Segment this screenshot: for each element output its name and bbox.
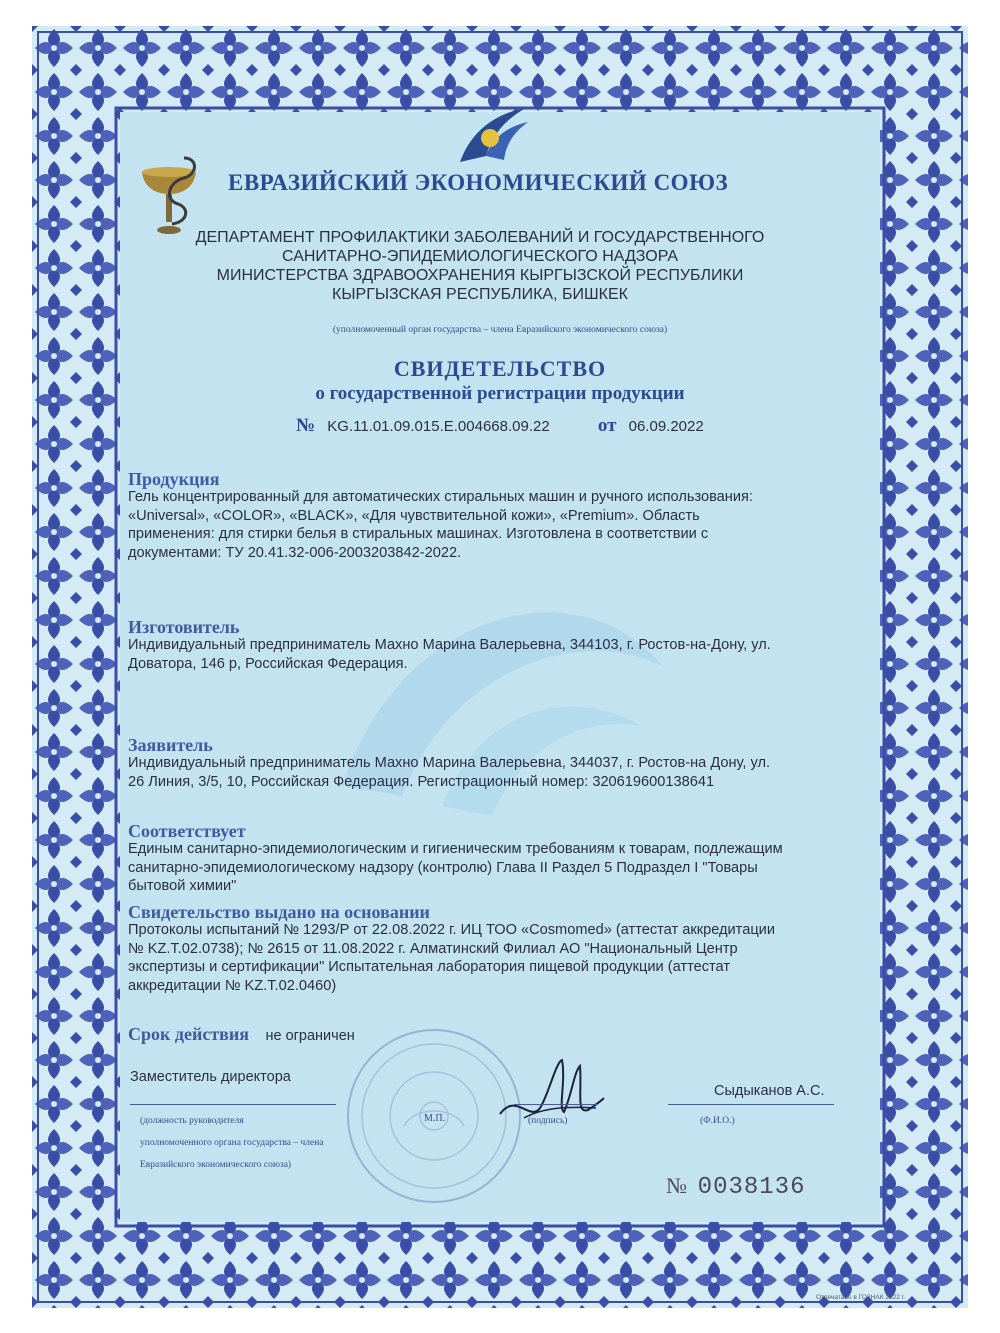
certificate-date: 06.09.2022 xyxy=(628,418,704,435)
section-title: Свидетельство выдано на основании xyxy=(128,902,430,922)
note-line: (должность руководителя xyxy=(140,1116,244,1126)
text-line: Индивидуальный предприниматель Махно Марина Валерьевна, 344103, г. Ростов-на-Дону, ул. xyxy=(128,637,771,653)
signature-underline xyxy=(514,1104,598,1105)
position-note xyxy=(140,1110,324,1176)
note-line: Евразийского экономического союза) xyxy=(140,1160,292,1170)
union-title: ЕВРАЗИЙСКИЙ ЭКОНОМИЧЕСКИЙ СОЮЗ xyxy=(228,170,729,195)
authority-block xyxy=(160,228,800,304)
section-title: Продукция xyxy=(128,469,220,489)
certificate-title: СВИДЕТЕЛЬСТВО xyxy=(393,356,607,381)
section-text xyxy=(128,921,848,995)
section-title: Заявитель xyxy=(128,735,213,755)
text-line: применения: для стирки белья в стиральных машинах. Изготовлена в соответствии с xyxy=(128,526,709,543)
section-title: Соответствует xyxy=(128,821,246,841)
section-text xyxy=(128,636,848,673)
signer-name: Сыдыканов А.С. xyxy=(714,1083,825,1099)
section-text xyxy=(128,840,848,896)
validity-row xyxy=(128,1024,355,1045)
eaeu-emblem xyxy=(452,104,532,166)
watermark-logo xyxy=(282,546,702,846)
text-line: Единым санитарно-эпидемиологическим и гигиеническим требованиям к товарам, подлежащим xyxy=(128,841,783,857)
printer-note: Отпечатано в ГОЗНАК 2022 г. xyxy=(816,1294,906,1301)
section-product xyxy=(128,470,848,562)
text-line: «Universal», «COLOR», «BLACK», «Для чувствительной кожи», «Premium». Область xyxy=(128,507,700,524)
serial-value: 0038136 xyxy=(697,1174,806,1201)
section-applicant xyxy=(128,736,848,791)
validity-label: Срок действия xyxy=(128,1024,250,1044)
validity-value: не ограничен xyxy=(265,1028,355,1044)
text-line: Доватора, 146 р, Российская Федерация. xyxy=(128,655,408,672)
text-line: Протоколы испытаний № 1293/Р от 22.08.2022 г. ИЦ ТОО «Cosmomed» (аттестат аккредитации xyxy=(128,922,775,938)
number-label: № xyxy=(296,415,316,436)
section-title: Изготовитель xyxy=(128,617,240,637)
section-complies xyxy=(128,822,848,896)
certificate-subtitle: о государственной регистрации продукции xyxy=(315,383,685,404)
stamp-place-mark: М.П. xyxy=(424,1113,446,1124)
authority-line: КЫРГЫЗСКАЯ РЕСПУБЛИКА, БИШКЕК xyxy=(332,286,628,303)
section-text xyxy=(128,488,848,562)
text-line: Гель концентрированный для автоматических стиральных машин и ручного использования: xyxy=(128,489,753,505)
section-manufacturer xyxy=(128,618,848,673)
certificate-number-row xyxy=(296,415,704,437)
name-note: (Ф.И.О.) xyxy=(700,1116,735,1126)
serial-symbol: № xyxy=(666,1173,687,1198)
text-line: 26 Линия, 3/5, 10, Российская Федерация. Регистрационный номер: 320619600138641 xyxy=(128,773,715,790)
position-underline xyxy=(130,1104,336,1105)
signer-position: Заместитель директора xyxy=(130,1069,291,1085)
authority-note: (уполномоченный орган государства – члена Евразийского экономического союза) xyxy=(332,325,668,335)
authority-line: МИНИСТЕРСТВА ЗДРАВООХРАНЕНИЯ КЫРГЫЗСКОЙ РЕСПУБЛИКИ xyxy=(216,267,744,284)
name-underline xyxy=(668,1104,834,1105)
date-label: от xyxy=(597,415,617,436)
section-basis xyxy=(128,903,848,995)
note-line: уполномоченного органа государства – члена xyxy=(140,1138,324,1148)
text-line: экспертизы и сертификации" Испытательная лаборатория пищевой продукции (аттестат xyxy=(128,959,731,976)
authority-line: ДЕПАРТАМЕНТ ПРОФИЛАКТИКИ ЗАБОЛЕВАНИЙ И ГОСУДАРСТВЕННОГО xyxy=(195,229,765,246)
serial-number xyxy=(666,1172,806,1201)
text-line: бытовой химии" xyxy=(128,878,237,895)
authority-line: САНИТАРНО-ЭПИДЕМИОЛОГИЧЕСКОГО НАДЗОРА xyxy=(282,248,678,265)
text-line: № KZ.T.02.0738); № 2615 от 11.08.2022 г. Алматинский Филиал АО "Национальный Центр xyxy=(128,940,738,957)
signature-note: (подпись) xyxy=(528,1116,568,1126)
text-line: аккредитации № KZ.T.02.0460) xyxy=(128,977,337,994)
certificate-number: KG.11.01.09.015.E.004668.09.22 xyxy=(327,418,550,435)
section-text xyxy=(128,754,848,791)
text-line: документами: ТУ 20.41.32-006-2003203842-2022. xyxy=(128,544,462,561)
text-line: Индивидуальный предприниматель Махно Марина Валерьевна, 344037, г. Ростов-на Дону, ул. xyxy=(128,755,771,771)
text-line: санитарно-эпидемиологическому надзору (контролю) Глава II Раздел 5 Подраздел I "Товары xyxy=(128,859,758,876)
